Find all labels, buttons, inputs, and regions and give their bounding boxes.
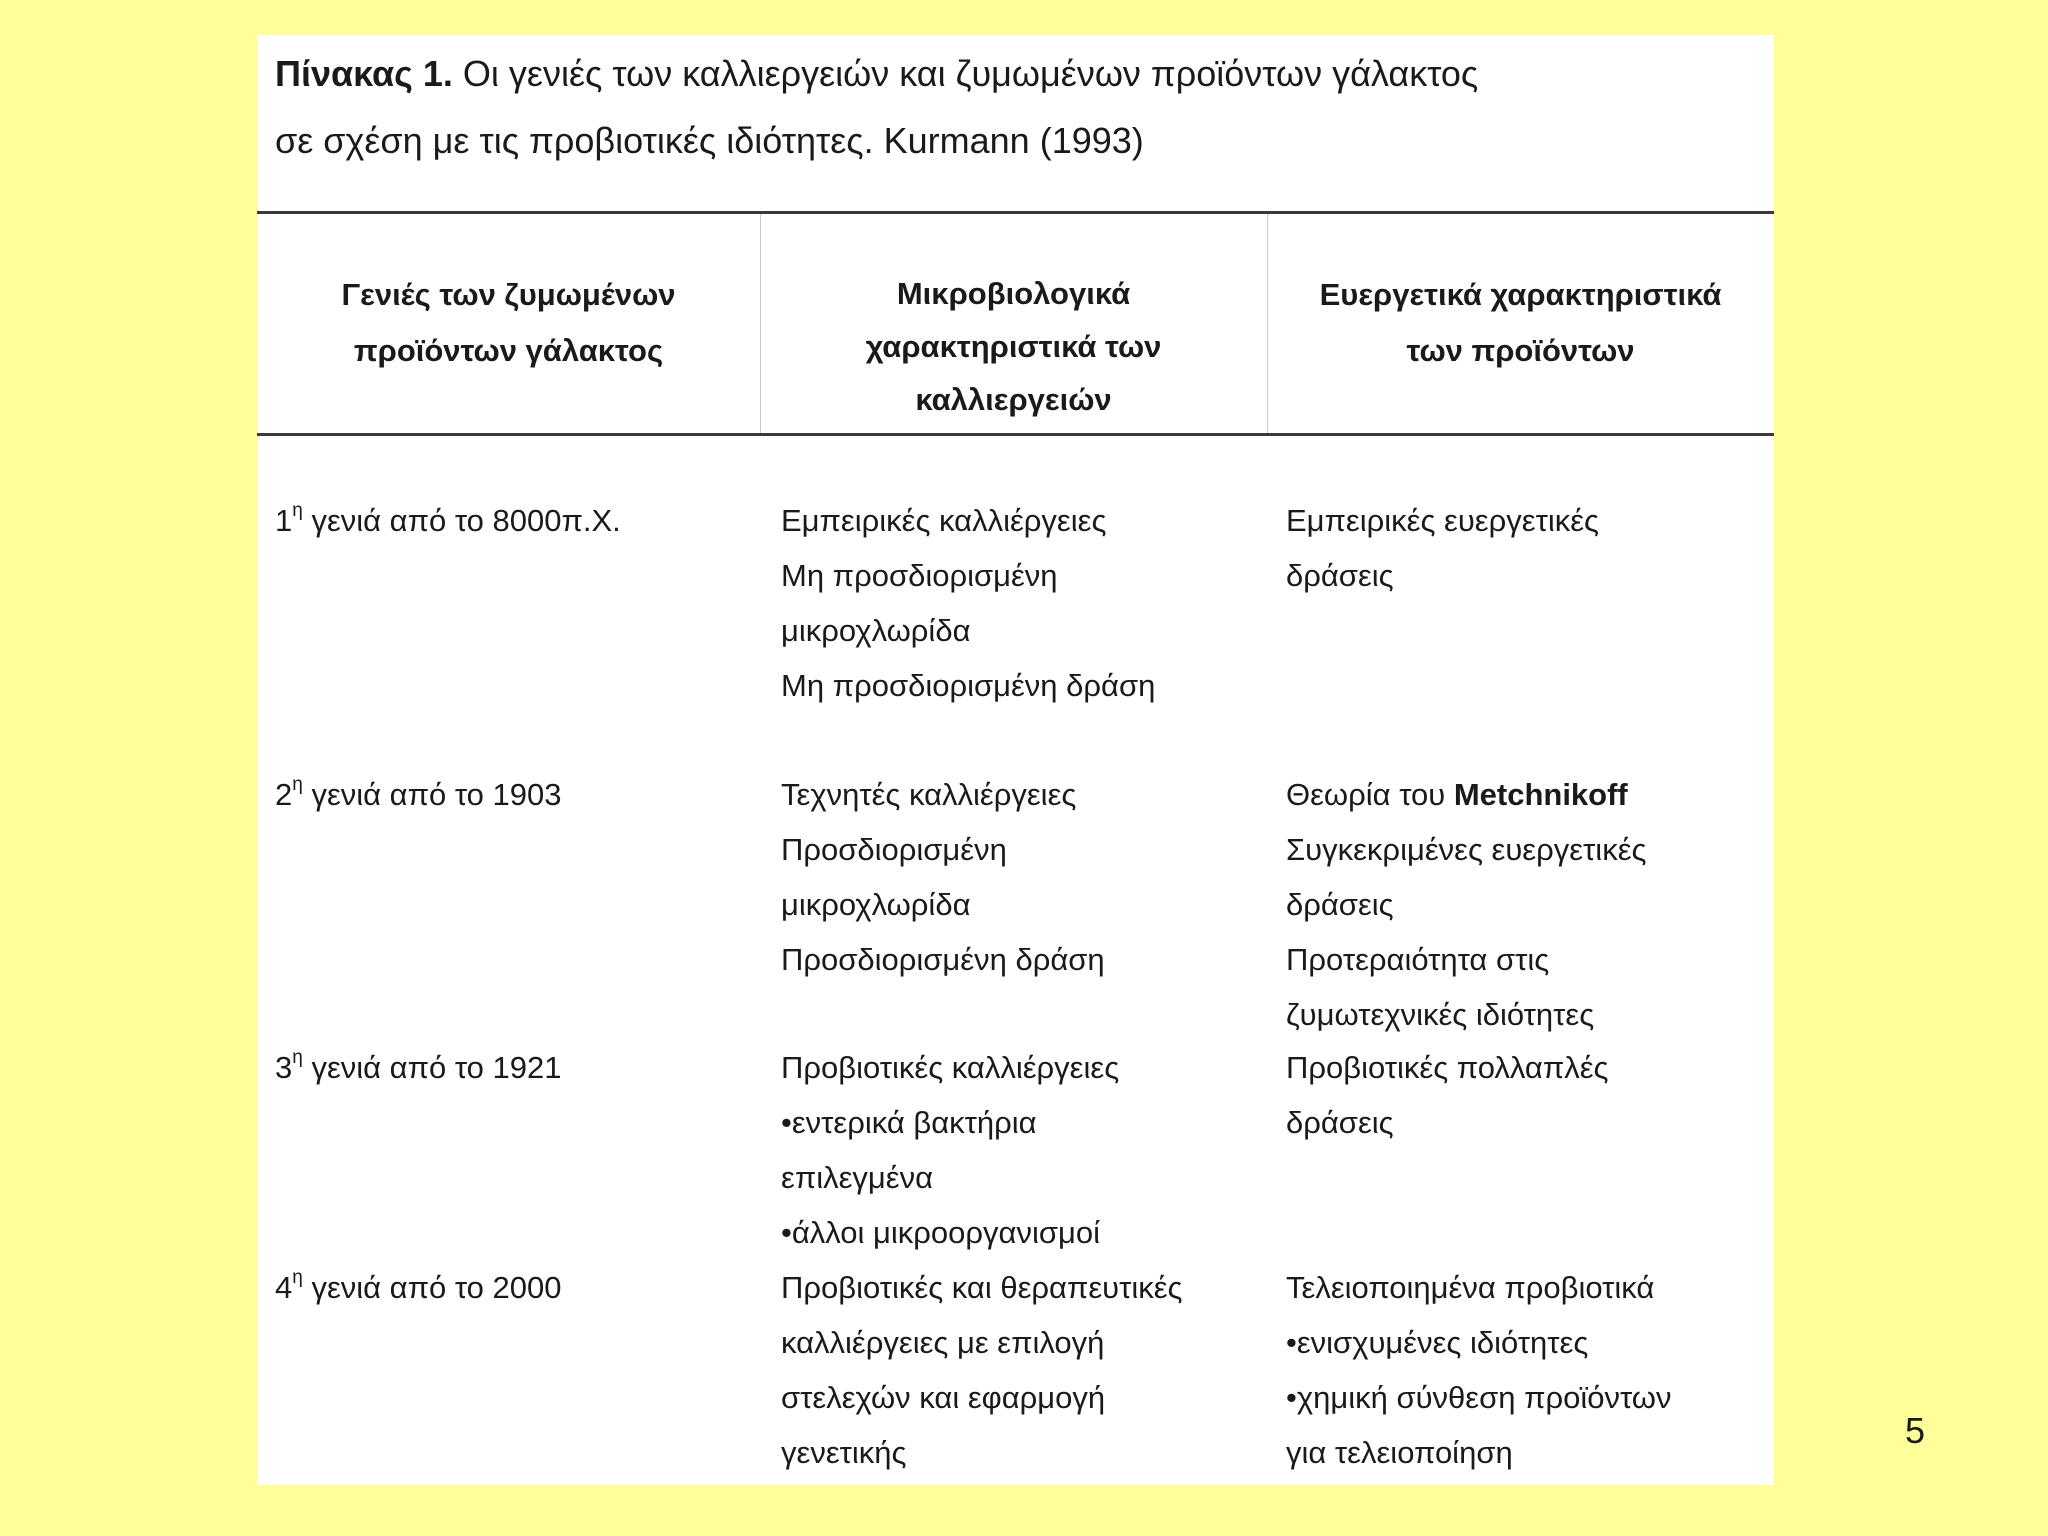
table-row-2-generation: $2^\eta$ γενιά από το 1903 [275, 773, 562, 812]
header-bottom-rule [257, 433, 1774, 436]
table-row-1-benefit: Εμπειρικές ευεργετικές δράσεις [1286, 503, 1599, 593]
caption-lead: Πίνακας 1. [275, 53, 453, 94]
header-benefits: Ευεργετικά χαρακτηριστικά των προϊόντων [1319, 277, 1722, 368]
table-caption [275, 35, 1765, 174]
table-top-rule [257, 211, 1774, 214]
table-row-3-generation: $3^\eta$ γενιά από το 1921 [275, 1046, 562, 1085]
caption-text-line2: σε σχέση με τις προβιοτικές ιδιότητες. Kurmann (1993) [275, 120, 1144, 161]
table-row-4-micro: Προβιοτικές και θεραπευτικές καλλιέργειες με επιλογή στελεχών και εφαρμογή γενετικής [781, 1270, 1183, 1470]
header-generations: Γενιές των ζυμωμένων προϊόντων γάλακτος [341, 277, 676, 368]
table-row-1-generation: $1^\eta$ γενιά από το 8000π.Χ. [275, 499, 621, 538]
table-row-1-micro: Εμπειρικές καλλιέργειες Μη προσδιορισμένη μικροχλωρίδα Μη προσδιορισμένη δράση [781, 503, 1156, 703]
caption-text-line1: Οι γενιές των καλλιεργειών και ζυμωμένων προϊόντων γάλακτος [452, 53, 1479, 94]
table-row-2-benefit: Θεωρία του Metchnikoff Συγκεκριμένες ευεργετικές δράσεις Προτεραιότητα στις ζυμωτεχνικές ιδιότητες [1286, 777, 1647, 1032]
page-number: 5 [1904, 1410, 1926, 1451]
table-row-2-micro: Τεχνητές καλλιέργειες Προσδιορισμένη μικροχλωρίδα Προσδιορισμένη δράση [781, 777, 1105, 977]
table-row-3-micro: Προβιοτικές καλλιέργειες •εντερικά βακτήρια επιλεγμένα •άλλοι μικροοργανισμοί [781, 1050, 1120, 1250]
table-row-4-benefit: Τελειοποιημένα προβιοτικά •ενισχυμένες ιδιότητες •χημική σύνθεση προϊόντων για τελειοποίηση [1286, 1270, 1672, 1470]
table-row-4-generation: $4^\eta$ γενιά από το 2000 [275, 1266, 562, 1305]
document-page [257, 35, 1774, 1485]
table-row-3-benefit: Προβιοτικές πολλαπλές δράσεις [1286, 1050, 1609, 1140]
header-microbiological: Μικροβιολογικά χαρακτηριστικά των καλλιεργειών [865, 276, 1162, 417]
